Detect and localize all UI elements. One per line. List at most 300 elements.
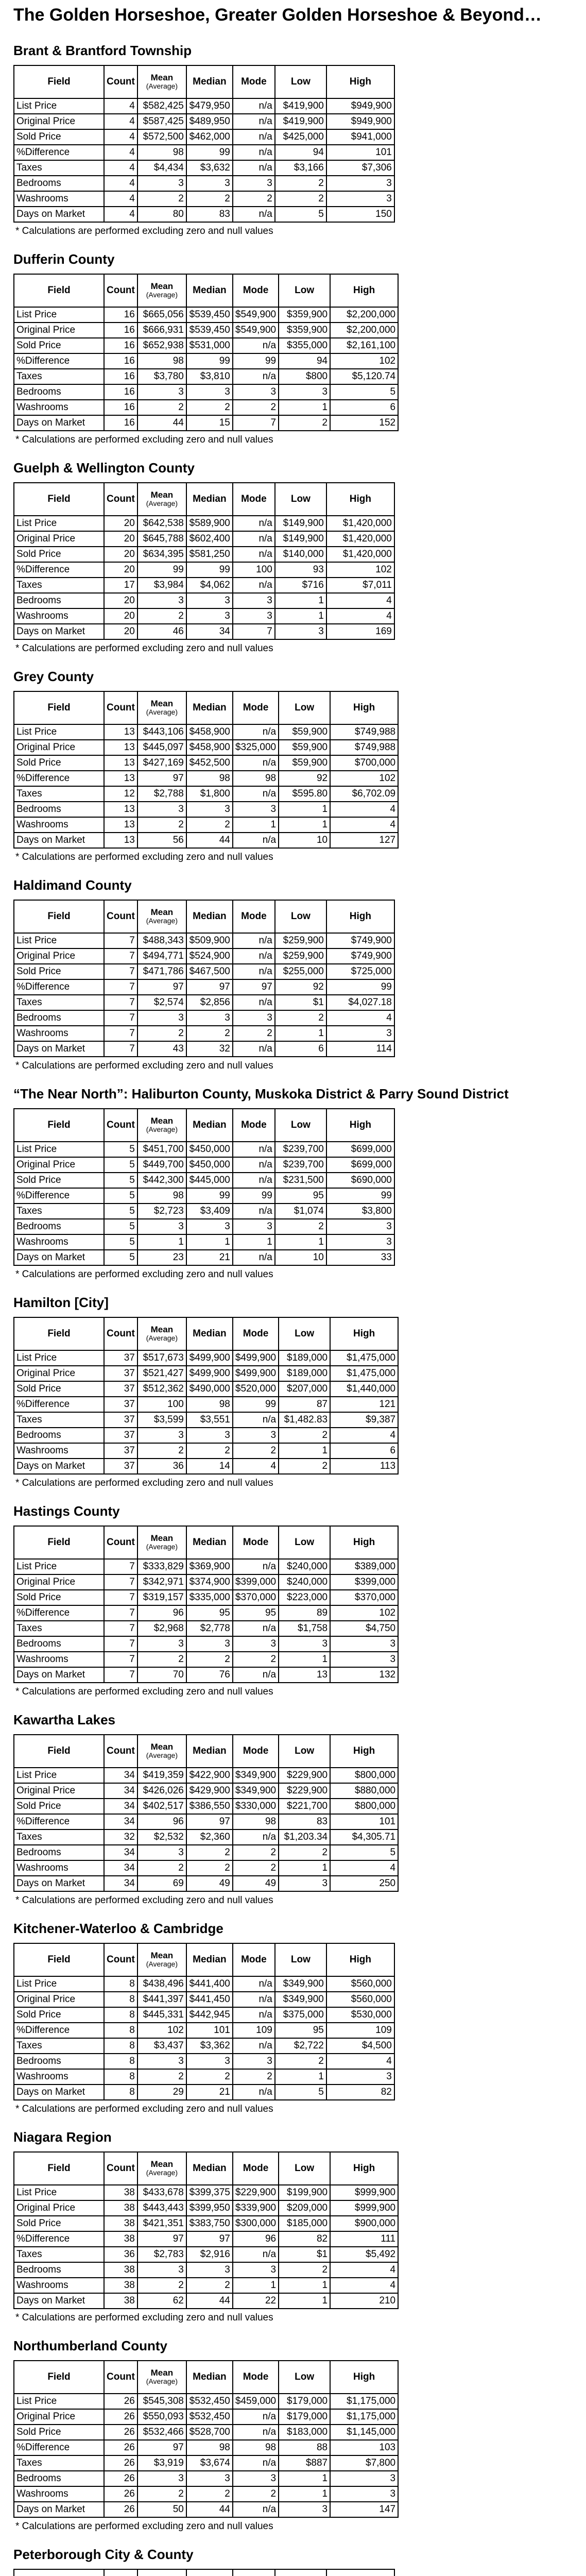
field-name-cell: Sold Price <box>14 1590 104 1605</box>
value-cell: $425,000 <box>275 129 326 145</box>
value-cell: 100 <box>233 562 275 578</box>
table-row <box>14 786 398 802</box>
value-cell: $374,900 <box>186 1574 233 1590</box>
value-cell: 3 <box>233 2471 279 2486</box>
value-cell: 7 <box>233 624 275 639</box>
value-cell: $3,780 <box>137 369 186 384</box>
value-cell: n/a <box>233 724 279 740</box>
value-cell: 20 <box>104 547 137 562</box>
value-cell: 94 <box>279 353 330 369</box>
value-cell: 36 <box>104 2247 137 2262</box>
value-cell: 10 <box>279 833 330 848</box>
table-row <box>14 2440 398 2455</box>
value-cell: 3 <box>233 608 275 624</box>
value-cell: $499,900 <box>186 1350 233 1366</box>
value-cell: 5 <box>104 1142 137 1157</box>
value-cell: $7,800 <box>330 2455 398 2471</box>
value-cell: 34 <box>104 1876 137 1891</box>
value-cell: $325,000 <box>233 740 279 755</box>
value-cell: 3 <box>233 1219 275 1234</box>
value-cell: $560,000 <box>326 1992 394 2007</box>
field-name-cell: %Difference <box>14 1814 104 1829</box>
value-cell: $445,097 <box>137 740 186 755</box>
value-cell: 99 <box>233 353 279 369</box>
value-cell: 13 <box>104 755 137 771</box>
value-cell: n/a <box>233 2247 279 2262</box>
field-name-cell: %Difference <box>14 562 104 578</box>
value-cell: $3,409 <box>186 1204 233 1219</box>
value-cell: $2,778 <box>186 1621 233 1636</box>
table-row <box>14 2231 398 2247</box>
header-low: Low <box>279 274 330 307</box>
value-cell: $1,420,000 <box>326 516 394 531</box>
field-name-cell: Washrooms <box>14 2069 104 2084</box>
header-mode: Mode <box>233 274 279 307</box>
value-cell: 33 <box>326 1250 394 1265</box>
field-name-cell: %Difference <box>14 145 104 160</box>
section-title: Dufferin County <box>13 251 115 267</box>
value-cell: 5 <box>104 1219 137 1234</box>
section-title: Kitchener-Waterloo & Cambridge <box>13 1921 223 1936</box>
value-cell: 5 <box>330 384 398 400</box>
table-row <box>14 1667 398 1683</box>
table-row <box>14 2502 398 2517</box>
value-cell: 98 <box>137 353 186 369</box>
table-row <box>14 2471 398 2486</box>
value-cell: 2 <box>137 191 186 207</box>
field-name-cell: Days on Market <box>14 833 104 848</box>
value-cell: 49 <box>233 1876 279 1891</box>
page-title: The Golden Horseshoe, Greater Golden Horseshoe & Beyond… <box>13 5 542 25</box>
value-cell: 4 <box>104 191 137 207</box>
value-cell: $1,175,000 <box>330 2409 398 2425</box>
value-cell: 3 <box>233 593 275 608</box>
value-cell: 2 <box>233 1443 279 1459</box>
value-cell: 26 <box>104 2455 137 2471</box>
value-cell: $452,500 <box>186 755 233 771</box>
value-cell: 2 <box>137 608 186 624</box>
value-cell: 4 <box>233 1459 279 1474</box>
value-cell: $3,362 <box>186 2038 233 2054</box>
value-cell: 147 <box>330 2502 398 2517</box>
value-cell: $700,000 <box>330 755 398 771</box>
value-cell: 97 <box>186 979 233 995</box>
value-cell: $419,359 <box>137 1768 186 1783</box>
value-cell: 1 <box>279 802 330 817</box>
value-cell: 26 <box>104 2486 137 2502</box>
value-cell: 34 <box>104 1860 137 1876</box>
value-cell: $645,788 <box>137 531 186 547</box>
field-name-cell: List Price <box>14 516 104 531</box>
value-cell: 98 <box>233 771 279 786</box>
field-name-cell: Taxes <box>14 1621 104 1636</box>
value-cell: 34 <box>104 1768 137 1783</box>
field-name-cell: %Difference <box>14 1188 104 1204</box>
field-name-cell: Washrooms <box>14 1443 104 1459</box>
value-cell: 5 <box>104 1250 137 1265</box>
table-row <box>14 1157 394 1173</box>
value-cell: $665,056 <box>137 307 186 323</box>
value-cell: 98 <box>233 1814 279 1829</box>
field-name-cell: List Price <box>14 1768 104 1783</box>
value-cell: $509,900 <box>186 933 233 948</box>
value-cell: $429,900 <box>186 1783 233 1799</box>
table-row <box>14 578 394 593</box>
value-cell: 95 <box>275 2023 326 2038</box>
value-cell: 1 <box>279 2471 330 2486</box>
value-cell: $949,900 <box>326 98 394 114</box>
value-cell: $3,919 <box>137 2455 186 2471</box>
header-mean <box>137 483 186 516</box>
value-cell: $4,305.71 <box>330 1829 398 1845</box>
value-cell: 26 <box>104 2502 137 2517</box>
value-cell: $887 <box>279 2455 330 2471</box>
value-cell: 3 <box>137 1845 186 1860</box>
value-cell: 96 <box>233 2231 279 2247</box>
value-cell: 103 <box>330 2440 398 2455</box>
header-mode: Mode <box>233 1943 275 1976</box>
value-cell: $427,169 <box>137 755 186 771</box>
value-cell: 5 <box>275 2084 326 2100</box>
value-cell: 3 <box>279 2502 330 2517</box>
value-cell: $4,062 <box>186 578 233 593</box>
table-header-row <box>14 1109 394 1142</box>
header-mean-label: Mean <box>150 490 174 500</box>
value-cell: n/a <box>233 338 279 353</box>
value-cell: $1,800 <box>186 786 233 802</box>
value-cell: 121 <box>330 1397 398 1412</box>
value-cell: $442,300 <box>137 1173 186 1188</box>
value-cell: 5 <box>330 1845 398 1860</box>
section-title: Guelph & Wellington County <box>13 460 195 476</box>
value-cell: $229,900 <box>279 1783 330 1799</box>
value-cell: 250 <box>330 1876 398 1891</box>
region-section <box>13 669 586 863</box>
table-row <box>14 1412 398 1428</box>
value-cell: 1 <box>275 2069 326 2084</box>
value-cell: $1,482.83 <box>279 1412 330 1428</box>
value-cell: $189,000 <box>279 1350 330 1366</box>
header-count: Count <box>104 2152 137 2185</box>
value-cell: 7 <box>104 1041 137 1057</box>
table-row <box>14 1768 398 1783</box>
value-cell: 3 <box>279 1876 330 1891</box>
value-cell: $333,829 <box>137 1559 186 1574</box>
table-row <box>14 1652 398 1667</box>
header-field: Field <box>14 900 104 933</box>
value-cell: n/a <box>233 2502 279 2517</box>
value-cell: $2,200,000 <box>330 323 398 338</box>
region-section <box>13 1921 586 2115</box>
value-cell: n/a <box>233 531 275 547</box>
field-name-cell: Sold Price <box>14 964 104 979</box>
value-cell: $582,425 <box>137 98 186 114</box>
value-cell: $725,000 <box>326 964 394 979</box>
value-cell: 10 <box>275 1250 326 1265</box>
value-cell: n/a <box>233 2084 275 2100</box>
table-row <box>14 1041 394 1057</box>
field-name-cell: List Price <box>14 1142 104 1157</box>
table-row <box>14 771 398 786</box>
table-row <box>14 2409 398 2425</box>
field-name-cell: Washrooms <box>14 400 104 415</box>
value-cell: n/a <box>233 1559 279 1574</box>
value-cell: 1 <box>186 1234 233 1250</box>
value-cell: 2 <box>186 2486 233 2502</box>
value-cell: 20 <box>104 562 137 578</box>
value-cell: $1,074 <box>275 1204 326 1219</box>
table-row <box>14 1010 394 1026</box>
value-cell: $499,900 <box>233 1366 279 1381</box>
value-cell: $443,106 <box>137 724 186 740</box>
region-section <box>13 877 586 1072</box>
header-high <box>326 2569 394 2576</box>
field-name-cell: Washrooms <box>14 608 104 624</box>
value-cell: $716 <box>275 578 326 593</box>
value-cell: $443,443 <box>137 2200 186 2216</box>
table-row <box>14 307 398 323</box>
value-cell: $589,900 <box>186 516 233 531</box>
value-cell: 12 <box>104 786 137 802</box>
header-mode: Mode <box>233 1317 279 1350</box>
value-cell: $3,810 <box>186 369 233 384</box>
value-cell: $549,900 <box>233 307 279 323</box>
table-row <box>14 964 394 979</box>
table-row <box>14 2425 398 2440</box>
value-cell: $1,475,000 <box>330 1350 398 1366</box>
field-name-cell: Sold Price <box>14 2007 104 2023</box>
value-cell: 34 <box>186 624 233 639</box>
value-cell: 1 <box>275 608 326 624</box>
header-median <box>186 2569 233 2576</box>
value-cell: 3 <box>186 802 233 817</box>
field-name-cell: Bedrooms <box>14 1845 104 1860</box>
field-name-cell: Sold Price <box>14 547 104 562</box>
value-cell: 7 <box>104 995 137 1010</box>
header-field: Field <box>14 1943 104 1976</box>
field-name-cell: List Price <box>14 307 104 323</box>
header-median: Median <box>186 483 233 516</box>
value-cell: 4 <box>326 608 394 624</box>
value-cell: 99 <box>326 1188 394 1204</box>
value-cell: $1,475,000 <box>330 1366 398 1381</box>
value-cell: 17 <box>104 578 137 593</box>
value-cell: $421,351 <box>137 2216 186 2231</box>
value-cell: 127 <box>330 833 398 848</box>
value-cell: 98 <box>186 1397 233 1412</box>
value-cell: n/a <box>233 1976 275 1992</box>
value-cell: n/a <box>233 1992 275 2007</box>
value-cell: 3 <box>326 1234 394 1250</box>
header-mean-label: Mean <box>150 281 174 291</box>
value-cell: 101 <box>326 145 394 160</box>
value-cell: 99 <box>326 979 394 995</box>
field-name-cell: Washrooms <box>14 2278 104 2293</box>
value-cell: $999,900 <box>330 2200 398 2216</box>
value-cell: 32 <box>186 1041 233 1057</box>
value-cell: $602,400 <box>186 531 233 547</box>
value-cell: $185,000 <box>279 2216 330 2231</box>
value-cell: 3 <box>137 1636 186 1652</box>
value-cell: n/a <box>233 2455 279 2471</box>
value-cell: $179,000 <box>279 2409 330 2425</box>
table-row <box>14 2054 394 2069</box>
value-cell: 20 <box>104 593 137 608</box>
field-name-cell: Sold Price <box>14 755 104 771</box>
table-row <box>14 593 394 608</box>
value-cell: 3 <box>326 2069 394 2084</box>
value-cell: $587,425 <box>137 114 186 129</box>
calculation-note: * Calculations are performed excluding zero and null values <box>15 1478 273 1488</box>
region-section <box>13 1295 586 1489</box>
value-cell: 1 <box>233 1234 275 1250</box>
value-cell: 2 <box>137 1026 186 1041</box>
table-row <box>14 2023 394 2038</box>
value-cell: $512,362 <box>137 1381 186 1397</box>
value-cell: $459,000 <box>233 2394 279 2409</box>
value-cell: n/a <box>233 1829 279 1845</box>
value-cell: $2,532 <box>137 1829 186 1845</box>
value-cell: n/a <box>233 1157 275 1173</box>
value-cell: $531,000 <box>186 338 233 353</box>
value-cell: 97 <box>186 1814 233 1829</box>
value-cell: $7,306 <box>326 160 394 176</box>
value-cell: n/a <box>233 2425 279 2440</box>
value-cell: 3 <box>137 802 186 817</box>
value-cell: 4 <box>330 802 398 817</box>
field-name-cell: Taxes <box>14 578 104 593</box>
table-row <box>14 562 394 578</box>
value-cell: 2 <box>275 176 326 191</box>
field-name-cell: Taxes <box>14 2038 104 2054</box>
header-mean <box>137 900 186 933</box>
value-cell: 20 <box>104 531 137 547</box>
value-cell: 38 <box>104 2293 137 2309</box>
value-cell: $530,000 <box>326 2007 394 2023</box>
value-cell: 8 <box>104 2007 137 2023</box>
value-cell: $1,420,000 <box>326 547 394 562</box>
value-cell: 32 <box>104 1829 137 1845</box>
value-cell: $389,000 <box>330 1559 398 1574</box>
value-cell: $349,900 <box>233 1768 279 1783</box>
value-cell: $330,000 <box>233 1799 279 1814</box>
value-cell: n/a <box>233 1412 279 1428</box>
value-cell: $209,000 <box>279 2200 330 2216</box>
header-mean-label: Mean <box>150 1325 174 1334</box>
header-mean-sublabel: (Average) <box>146 1125 178 1133</box>
value-cell: 37 <box>104 1459 137 1474</box>
header-count: Count <box>104 900 137 933</box>
value-cell: 2 <box>137 2486 186 2502</box>
field-name-cell: Days on Market <box>14 624 104 639</box>
value-cell: 23 <box>137 1250 186 1265</box>
table-row <box>14 1250 394 1265</box>
value-cell: 99 <box>137 562 186 578</box>
field-name-cell: Taxes <box>14 369 104 384</box>
calculation-note: * Calculations are performed excluding zero and null values <box>15 434 273 445</box>
value-cell: 2 <box>233 1860 279 1876</box>
table-row <box>14 1845 398 1860</box>
value-cell: 95 <box>275 1188 326 1204</box>
table-row <box>14 1428 398 1443</box>
value-cell: 1 <box>275 1234 326 1250</box>
value-cell: $239,700 <box>275 1142 326 1157</box>
field-name-cell: List Price <box>14 933 104 948</box>
header-mean-sublabel: (Average) <box>146 1543 178 1551</box>
region-section <box>13 460 586 654</box>
value-cell: $1,420,000 <box>326 531 394 547</box>
header-field: Field <box>14 691 104 724</box>
value-cell: 96 <box>137 1814 186 1829</box>
header-mean <box>137 1943 186 1976</box>
value-cell: 113 <box>330 1459 398 1474</box>
value-cell: $4,027.18 <box>326 995 394 1010</box>
value-cell: 46 <box>137 624 186 639</box>
value-cell: 20 <box>104 624 137 639</box>
header-field: Field <box>14 1526 104 1559</box>
value-cell: 1 <box>279 817 330 833</box>
value-cell: 3 <box>326 1219 394 1234</box>
header-mode: Mode <box>233 483 275 516</box>
value-cell: $3,437 <box>137 2038 186 2054</box>
value-cell: $399,375 <box>186 2185 233 2200</box>
field-name-cell: Washrooms <box>14 1652 104 1667</box>
value-cell: $240,000 <box>279 1574 330 1590</box>
value-cell: $149,900 <box>275 531 326 547</box>
value-cell: 2 <box>186 2069 233 2084</box>
calculation-note: * Calculations are performed excluding zero and null values <box>15 2521 273 2532</box>
table-header-row <box>14 1943 394 1976</box>
field-name-cell: Bedrooms <box>14 1219 104 1234</box>
header-field: Field <box>14 1317 104 1350</box>
value-cell: n/a <box>233 1173 275 1188</box>
header-low: Low <box>275 1943 326 1976</box>
value-cell: 3 <box>330 1652 398 1667</box>
value-cell: 4 <box>104 207 137 222</box>
value-cell: 36 <box>137 1459 186 1474</box>
value-cell: n/a <box>233 1667 279 1683</box>
value-cell: 3 <box>186 593 233 608</box>
section-title: Northumberland County <box>13 2338 167 2353</box>
value-cell: 2 <box>137 1860 186 1876</box>
field-name-cell: Taxes <box>14 1412 104 1428</box>
header-low: Low <box>279 2361 330 2394</box>
value-cell: 2 <box>186 817 233 833</box>
value-cell: 37 <box>104 1366 137 1381</box>
field-name-cell: Taxes <box>14 995 104 1010</box>
table-row <box>14 1219 394 1234</box>
value-cell: 38 <box>104 2278 137 2293</box>
field-name-cell: Original Price <box>14 114 104 129</box>
table-row <box>14 724 398 740</box>
value-cell: 13 <box>104 771 137 786</box>
value-cell: $349,900 <box>275 1992 326 2007</box>
value-cell: 98 <box>137 145 186 160</box>
section-title: “The Near North”: Haliburton County, Muskoka District & Parry Sound District <box>13 1086 509 1101</box>
value-cell: 2 <box>233 1845 279 1860</box>
value-cell: 92 <box>279 771 330 786</box>
header-mean-label: Mean <box>150 2159 174 2169</box>
value-cell: 26 <box>104 2471 137 2486</box>
header-count: Count <box>104 1526 137 1559</box>
value-cell: 2 <box>279 1845 330 1860</box>
table-row <box>14 2293 398 2309</box>
value-cell: $3,166 <box>275 160 326 176</box>
field-name-cell: Days on Market <box>14 1876 104 1891</box>
region-section <box>13 2338 586 2532</box>
header-median: Median <box>186 1109 233 1142</box>
value-cell: 7 <box>104 1010 137 1026</box>
